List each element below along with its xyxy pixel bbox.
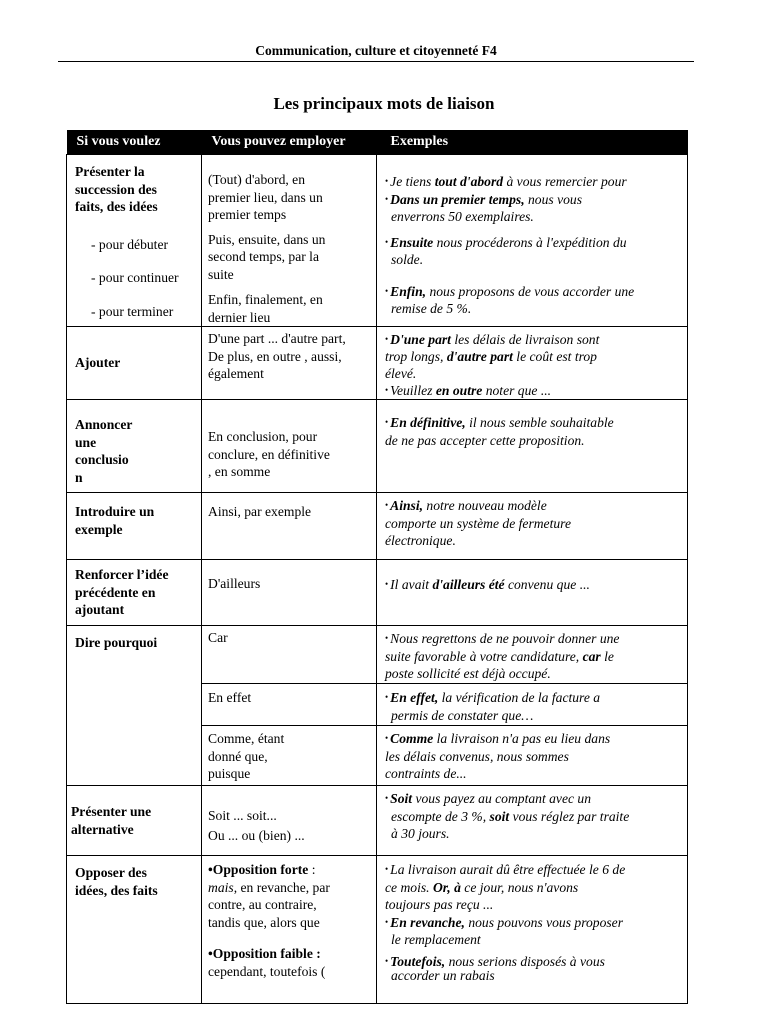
expression-cell xyxy=(202,327,377,400)
category-line: Présenter une xyxy=(71,804,152,819)
category-label: Ajouter xyxy=(75,355,121,371)
example-line: comporte un système de fermeture xyxy=(385,515,571,531)
example-line: solde. xyxy=(391,252,424,267)
expr-line: , en somme xyxy=(208,464,271,479)
example-cell xyxy=(377,856,688,1004)
category-label: Dire pourquoi xyxy=(75,635,158,650)
expr-line: suite xyxy=(208,266,234,282)
example-line: trop longs, d'autre part le coût est trop xyxy=(385,349,597,364)
category-line: une xyxy=(75,434,97,450)
example-line: • En définitive, il nous semble souhaitable xyxy=(385,415,614,430)
expr-line: second temps, par la xyxy=(208,249,319,264)
table-row xyxy=(67,560,688,626)
example-line: électronique. xyxy=(385,533,456,548)
example-line: • Dans un premier temps, nous vous xyxy=(385,191,583,207)
example-line: • En revanche, nous pouvons vous proposer xyxy=(385,914,624,930)
example-cell xyxy=(377,726,688,786)
category-line: exemple xyxy=(75,521,123,537)
expr-line: Puis, ensuite, dans un xyxy=(208,231,326,247)
example-line: de ne pas accepter cette proposition. xyxy=(385,432,585,448)
expression-cell xyxy=(202,400,377,493)
header-rule xyxy=(58,61,694,62)
expr-line: puisque xyxy=(208,766,251,781)
expr-line: Ainsi, par exemple xyxy=(208,504,312,519)
example-line: accorder un rabais xyxy=(391,968,495,983)
example-line: suite favorable à votre candidature, car le xyxy=(385,648,614,664)
example-cell xyxy=(377,155,688,327)
category-cell xyxy=(67,400,202,493)
expression-cell xyxy=(202,560,377,626)
expr-line: D'une part ... d'autre part, xyxy=(208,331,346,346)
table-row xyxy=(67,493,688,560)
category-cell xyxy=(67,560,202,626)
example-line: toujours pas reçu ... xyxy=(385,897,494,912)
sub-category: - pour terminer xyxy=(91,303,174,319)
expr-line: •Opposition faible : xyxy=(208,946,321,961)
table-row xyxy=(67,856,688,1004)
example-line: contraints de... xyxy=(385,766,467,781)
table-row xyxy=(67,626,688,684)
expression-cell xyxy=(202,856,377,1004)
expression-cell xyxy=(202,786,377,856)
expr-line: En effet xyxy=(208,690,252,705)
example-cell xyxy=(377,560,688,626)
expr-line: premier temps xyxy=(208,207,287,222)
expr-line: mais, en revanche, par xyxy=(208,879,330,895)
category-line: ajoutant xyxy=(75,602,125,617)
expression-cell xyxy=(202,493,377,560)
table-header-row xyxy=(67,130,688,155)
expression-cell xyxy=(202,155,377,327)
column-header-vous-pouvez-employer: Vous pouvez employer xyxy=(202,130,377,155)
expr-line: En conclusion, pour xyxy=(208,429,318,444)
expression-cell xyxy=(202,684,377,726)
table-row xyxy=(67,327,688,400)
example-line: enverrons 50 exemplaires. xyxy=(391,209,534,224)
example-line: • Veuillez en outre noter que ... xyxy=(385,383,552,398)
category-cell xyxy=(67,327,202,400)
example-line: à 30 jours. xyxy=(391,826,450,841)
example-line: les délais convenus, nous sommes xyxy=(385,748,569,764)
expr-line: •Opposition forte : xyxy=(208,862,316,877)
category-line: Renforcer l’idée xyxy=(75,567,169,582)
expr-line: dernier lieu xyxy=(208,309,271,325)
expr-line: Car xyxy=(208,630,228,645)
example-line: permis de constater que… xyxy=(391,707,534,723)
category-line: Annoncer xyxy=(75,417,133,432)
sub-category: - pour continuer xyxy=(91,270,179,285)
example-cell xyxy=(377,493,688,560)
example-line: • En effet, la vérification de la facture a xyxy=(385,690,601,705)
expr-line: contre, au contraire, xyxy=(208,897,317,912)
example-line: • Comme la livraison n'a pas eu lieu dans xyxy=(385,731,611,746)
example-line: • Je tiens tout d'abord à vous remercier pour xyxy=(385,174,627,189)
expr-line: conclure, en définitive xyxy=(208,446,330,462)
example-line: • Toutefois, nous serions disposés à vous xyxy=(385,953,605,969)
example-line: remise de 5 %. xyxy=(391,301,472,316)
example-line: le remplacement xyxy=(391,932,481,947)
example-line: • Nous regrettons de ne pouvoir donner une xyxy=(385,631,620,646)
example-line: • D'une part les délais de livraison sont xyxy=(385,332,600,347)
category-line: Opposer des xyxy=(75,865,147,880)
liaison-table xyxy=(66,130,688,1004)
category-line: précédente en xyxy=(75,584,156,600)
example-cell xyxy=(377,786,688,856)
table-row xyxy=(67,786,688,856)
table-row xyxy=(67,155,688,327)
example-line: • La livraison aurait dû être effectuée le 6 de xyxy=(385,862,626,877)
category-line: faits, des idées xyxy=(75,199,158,214)
example-cell xyxy=(377,400,688,493)
expr-line: cependant, toutefois ( xyxy=(208,963,326,979)
expr-line: Comme, étant xyxy=(208,731,285,746)
column-header-si-vous-voulez: Si vous voulez xyxy=(67,130,202,155)
expr-line: Ou ... ou (bien) ... xyxy=(208,828,305,843)
example-line: escompte de 3 %, soit vous réglez par traite xyxy=(391,808,630,824)
expression-cell xyxy=(202,626,377,684)
example-line: • Ensuite nous procéderons à l'expédition du xyxy=(385,234,627,250)
page-title: Les principaux mots de liaison xyxy=(273,94,495,113)
expr-line: Soit ... soit... xyxy=(208,808,277,823)
example-line: • Soit vous payez au comptant avec un xyxy=(385,791,592,806)
expr-line: (Tout) d'abord, en xyxy=(208,172,306,187)
expression-cell xyxy=(202,726,377,786)
expr-line: premier lieu, dans un xyxy=(208,189,323,205)
expr-line: Enfin, finalement, en xyxy=(208,292,323,307)
expr-line: tandis que, alors que xyxy=(208,914,320,930)
sub-category: - pour débuter xyxy=(91,236,169,252)
category-cell xyxy=(67,626,202,786)
example-line: • Ainsi, notre nouveau modèle xyxy=(385,498,547,513)
category-cell xyxy=(67,155,202,327)
example-line: • Enfin, nous proposons de vous accorder une xyxy=(385,283,635,299)
category-line: succession des xyxy=(75,181,157,197)
example-cell xyxy=(377,327,688,400)
category-line: Introduire un xyxy=(75,504,155,519)
document-header: Communication, culture et citoyenneté F4 xyxy=(255,43,497,58)
example-cell xyxy=(377,684,688,726)
category-cell xyxy=(67,493,202,560)
category-cell xyxy=(67,786,202,856)
expr-line: D'ailleurs xyxy=(208,576,261,591)
category-cell xyxy=(67,856,202,1004)
category-line: idées, des faits xyxy=(75,882,158,898)
example-line: ce mois. Or, à ce jour, nous n'avons xyxy=(385,879,579,895)
expr-line: également xyxy=(208,366,264,381)
category-line: n xyxy=(75,469,83,485)
category-line: alternative xyxy=(71,821,134,837)
category-line: conclusio xyxy=(75,452,129,467)
example-cell xyxy=(377,626,688,684)
category-line: Présenter la xyxy=(75,164,145,179)
expr-line: donné que, xyxy=(208,748,268,764)
column-header-exemples: Exemples xyxy=(377,130,688,155)
example-line: poste sollicité est déjà occupé. xyxy=(385,666,551,681)
example-line: • Il avait d'ailleurs été convenu que ... xyxy=(385,577,590,592)
example-line: élevé. xyxy=(385,366,417,381)
expr-line: De plus, en outre , aussi, xyxy=(208,348,342,364)
table-row xyxy=(67,400,688,493)
